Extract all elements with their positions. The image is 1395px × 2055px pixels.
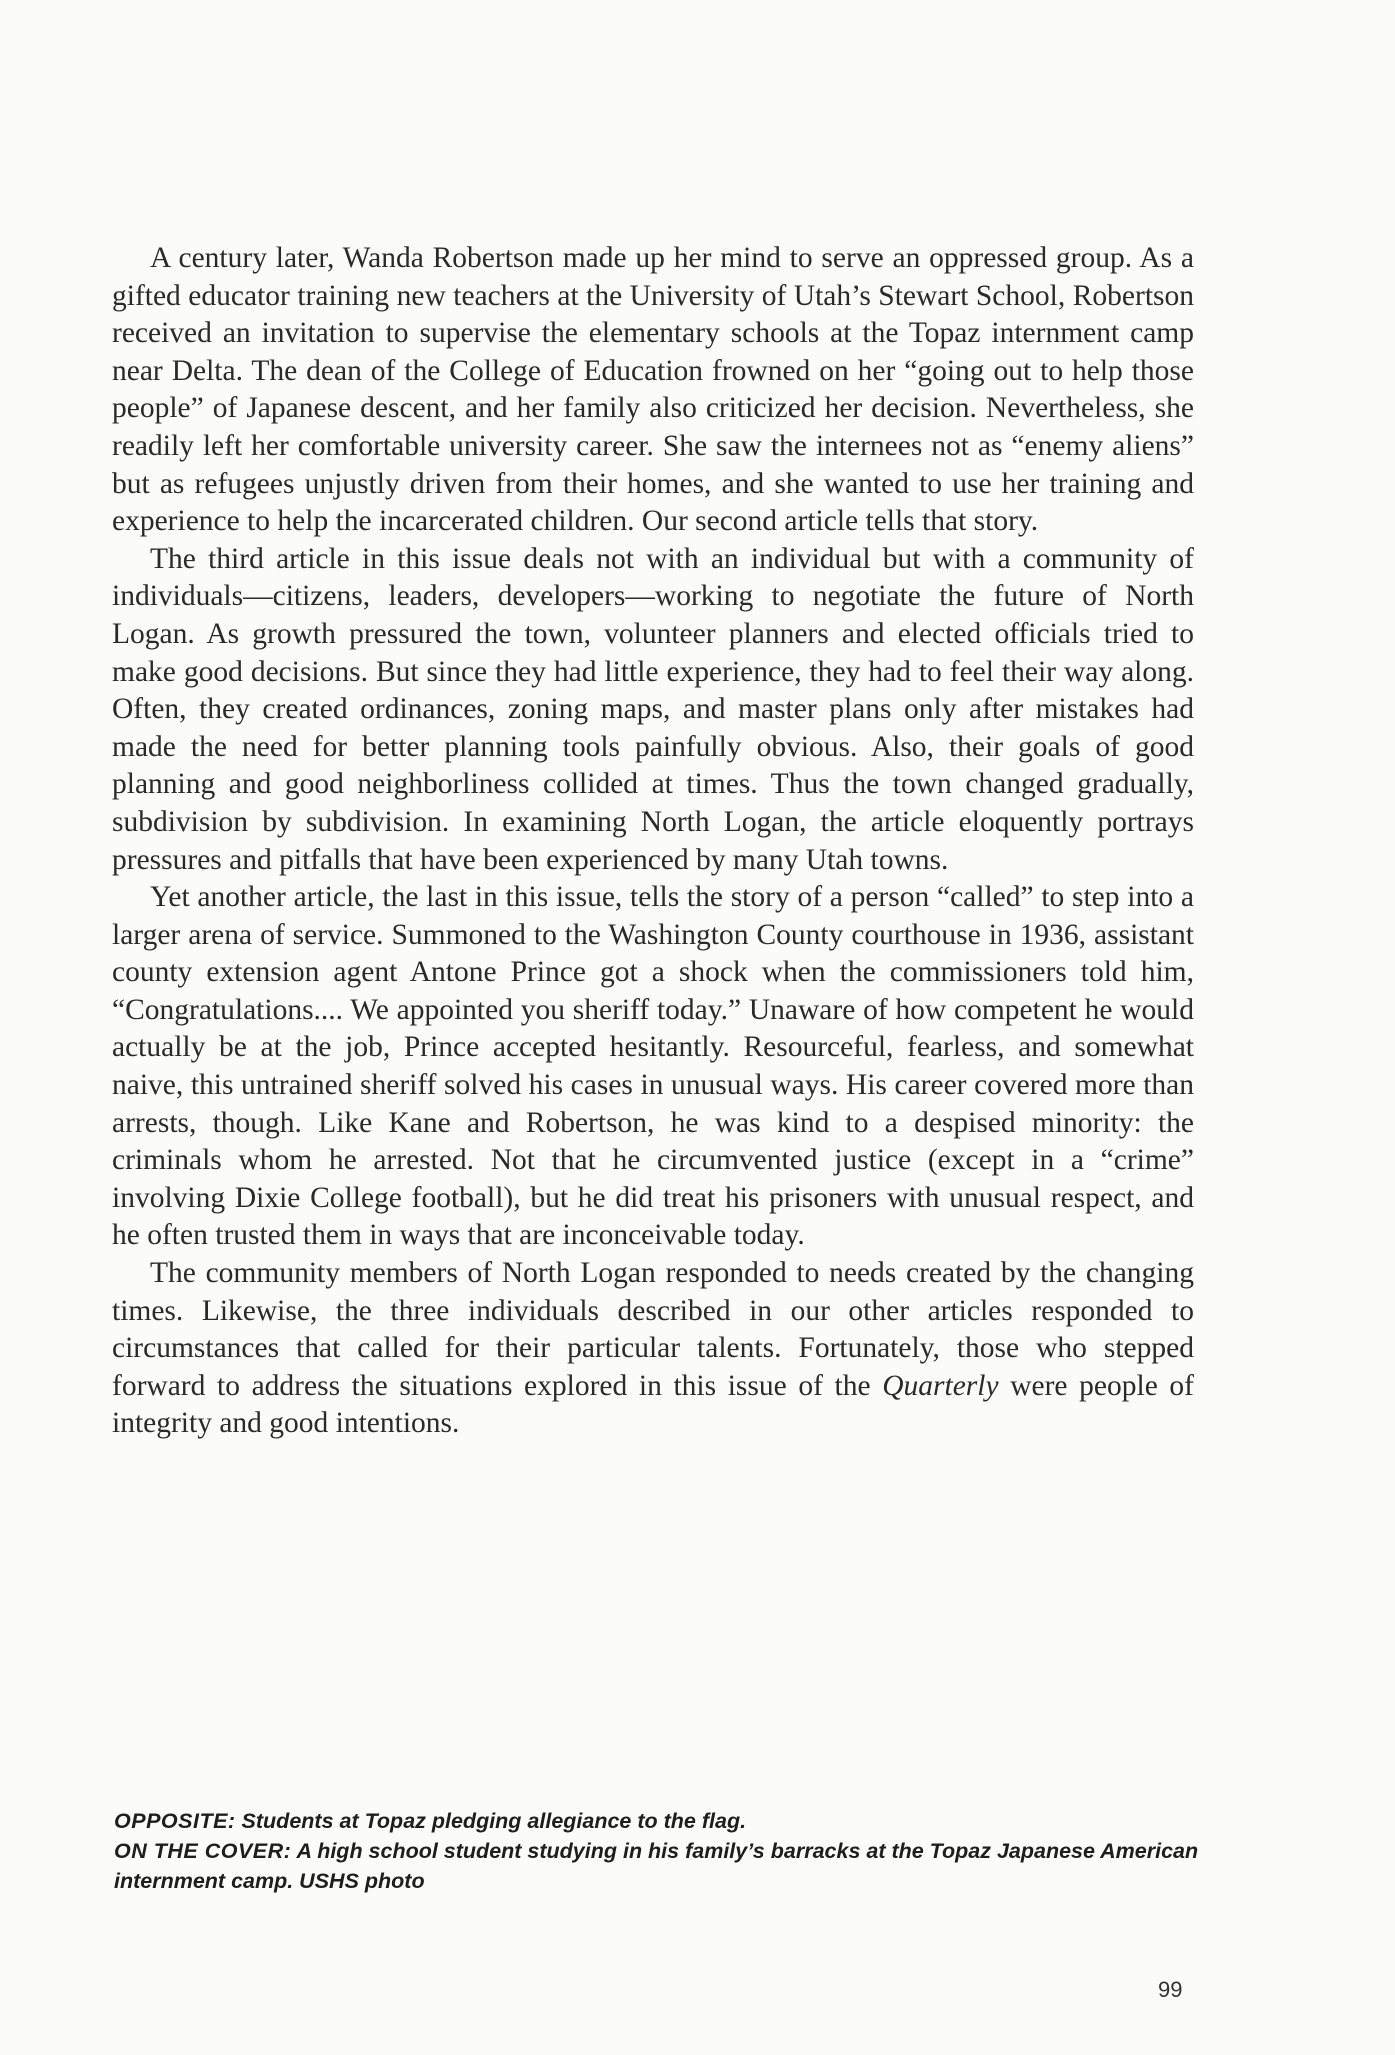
paragraph-conclusion: [112, 1255, 1194, 1443]
paragraph-north-logan: The third article in this issue deals not with an individual but with a community of individuals—citizens, leaders, developers—working to negotiate the future of North Logan. As growth pressured the town, volunteer planners and elected officials tried to make good decisions. But since they had little experience, they had to feel their way along. Often, they created ordinances, zoning maps, and master plans only after mistakes had made the need for better planning tools painfully obvious. Also, their goals of good planning and good neighborliness collided at times. Thus the town changed gradually, subdivision by subdivision. In examining North Logan, the article eloquently portrays pressures and pitfalls that have been experienced by many Utah towns.: [112, 542, 1194, 876]
page-number: 99: [1158, 1977, 1183, 2002]
paragraph-robertson: A century later, Wanda Robertson made up her mind to serve an oppressed group. As a gifted educator training new teachers at the University of Utah’s Stewart School, Robertson received an invitation to supervise the elementary schools at the Topaz internment camp near Delta. The dean of the College of Education frowned on her “going out to help those people” of Japanese descent, and her family also criticized her decision. Nevertheless, she readily left her comfortable university career. She saw the internees not as “enemy aliens” but as refugees unjustly driven from their homes, and she wanted to use her training and experience to help the incarcerated children. Our second article tells that story.: [112, 242, 1194, 538]
caption-cover-text: A high school student studying in his family’s barracks at the Topaz Japanese American internment camp. USHS photo: [114, 1839, 1199, 1893]
paragraph-conclusion-start: The community members of North Logan responded to needs created by the changing times. Likewise, the three individuals described in our other articles responded to circumstances that called for their particular talents. Fortunately, those who stepped forward to address the situations explored in this issue of the: [112, 1257, 1194, 1402]
caption-opposite-label: OPPOSITE:: [114, 1809, 236, 1833]
paragraph-antone-prince: Yet another article, the last in this issue, tells the story of a person “called” to step into a larger arena of service. Summoned to the Washington County courthouse in 1936, assistant county extension agent Antone Prince got a shock when the commissioners told him, “Congratulations.... We appointed you sheriff today.” Unaware of how competent he would actually be at the job, Prince accepted hesitantly. Resourceful, fearless, and somewhat naive, this untrained sheriff solved his cases in unusual ways. His career covered more than arrests, though. Like Kane and Robertson, he was kind to a despised minority: the criminals whom he arrested. Not that he circumvented justice (except in a “crime” involving Dixie College football), but he did treat his prisoners with unusual respect, and he often trusted them in ways that are inconceivable today.: [112, 881, 1194, 1252]
article-body: [112, 240, 1194, 1443]
paragraph-conclusion-end: were people of integrity and good intentions.: [112, 1369, 1194, 1440]
caption-cover: [114, 1836, 1214, 1896]
caption-opposite-text: Students at Topaz pledging allegiance to the flag.: [235, 1809, 747, 1833]
caption-opposite: [114, 1806, 1214, 1836]
journal-title: Quarterly: [882, 1369, 999, 1402]
caption-cover-label: ON THE COVER:: [114, 1839, 292, 1863]
photo-captions: [114, 1806, 1214, 1896]
